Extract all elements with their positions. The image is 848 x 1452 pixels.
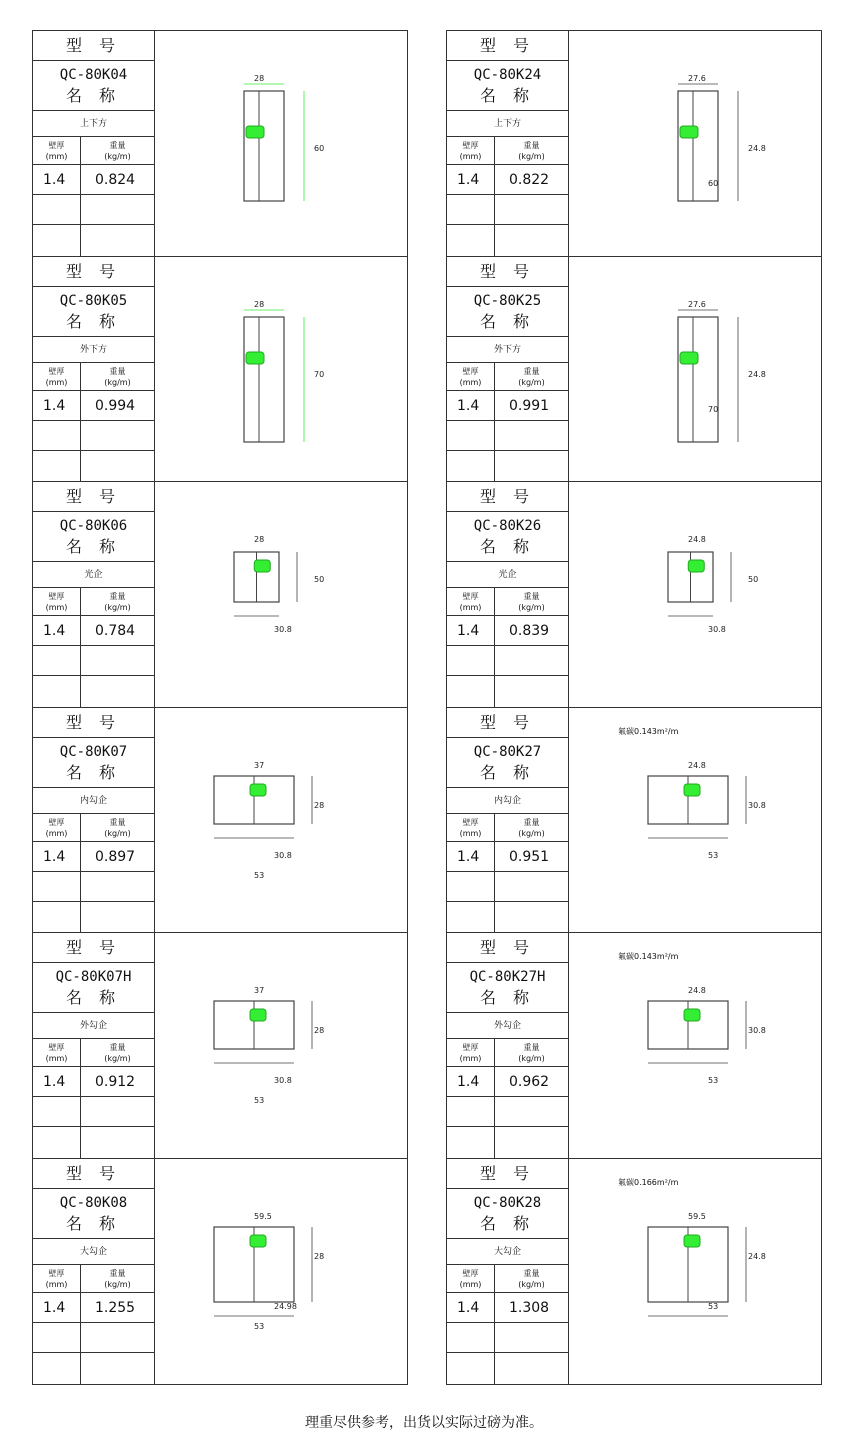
value-row: [33, 1293, 154, 1323]
empty-row: [447, 646, 568, 676]
dimension-label: 30.8: [748, 1026, 766, 1035]
profile-section-drawing: [154, 1159, 408, 1384]
column-divider: [494, 1039, 495, 1158]
header-row: [447, 1265, 568, 1293]
profile-card-qc-80k27h: [447, 933, 821, 1159]
profile-outline: [244, 317, 284, 442]
dimension-label: 28: [254, 535, 265, 544]
profile-name: 内勾企: [447, 788, 568, 814]
gasket-strip: [680, 126, 698, 138]
profile-section-drawing: [154, 482, 408, 707]
name-label: 名 称: [33, 1213, 154, 1239]
column-divider: [80, 814, 81, 933]
value-row: [447, 1293, 568, 1323]
dimension-label: 28: [254, 299, 265, 309]
model-code: QC-80K26: [473, 518, 542, 534]
model-label: 型 号: [447, 933, 568, 963]
profile-card-qc-80k04: [33, 31, 407, 257]
empty-row: [33, 646, 154, 676]
name-label: 名 称: [33, 311, 154, 337]
model-label: 型 号: [447, 31, 568, 61]
header-row: [33, 1039, 154, 1067]
profile-info-table: [33, 1159, 155, 1385]
profile-drawing: [568, 933, 821, 1158]
value-row: [447, 391, 568, 421]
empty-row: [33, 1127, 154, 1158]
thickness-header: 壁厚 (mm): [459, 366, 482, 387]
dimension-label: 60: [708, 179, 719, 188]
empty-row: [33, 225, 154, 256]
thickness-value: 1.4: [457, 397, 480, 414]
model-code: QC-80K06: [59, 518, 128, 534]
profile-card-qc-80k07: [33, 708, 407, 934]
profile-card-qc-80k06: [33, 482, 407, 708]
profile-card-qc-80k24: [447, 31, 821, 257]
dimension-label: 53: [254, 1321, 265, 1331]
thickness-header: 壁厚 (mm): [45, 817, 68, 838]
weight-value: 0.824: [95, 172, 136, 188]
model-code: QC-80K28: [473, 1194, 542, 1211]
dimension-label: 53: [708, 850, 719, 860]
empty-row: [33, 451, 154, 482]
empty-row: [447, 1097, 568, 1127]
thickness-header: 壁厚 (mm): [459, 141, 482, 161]
profile-card-qc-80k26: [447, 482, 821, 708]
thickness-header: 壁厚 (mm): [45, 366, 68, 387]
profile-drawing: [568, 708, 821, 933]
dimension-label: 70: [708, 404, 719, 414]
value-row: [447, 616, 568, 646]
gasket-strip: [684, 1009, 700, 1021]
empty-row: [33, 1353, 154, 1384]
model-label: 型 号: [447, 257, 568, 287]
profile-name: 大勾企: [33, 1239, 154, 1265]
profile-card-qc-80k28: [447, 1159, 821, 1385]
weight-value: 0.897: [95, 848, 136, 865]
profile-info-table: [447, 1159, 569, 1385]
right-column: [446, 30, 822, 1385]
column-divider: [494, 363, 495, 482]
weight-header: 重量 (kg/m): [518, 366, 545, 387]
name-label: 名 称: [447, 762, 568, 788]
model-label: 型 号: [33, 482, 154, 512]
profile-info-table: [447, 482, 569, 707]
name-label: 名 称: [33, 536, 154, 562]
thickness-header: 壁厚 (mm): [45, 141, 68, 161]
dimension-label: 24.98: [274, 1301, 297, 1311]
header-row: [447, 1039, 568, 1067]
profile-section-drawing: [568, 1159, 822, 1384]
profile-drawing: [568, 31, 821, 256]
profile-info-table: [33, 257, 155, 482]
dimension-label: 53: [254, 1096, 265, 1105]
weight-header: 重量 (kg/m): [104, 141, 131, 161]
gasket-strip: [684, 784, 700, 796]
dimension-label: 30.8: [274, 850, 292, 860]
header-row: [33, 814, 154, 842]
weight-header: 重量 (kg/m): [104, 1268, 131, 1289]
gasket-strip: [254, 560, 270, 572]
profile-card-qc-80k07h: [33, 933, 407, 1159]
model-label: 型 号: [33, 1159, 154, 1189]
empty-row: [33, 872, 154, 902]
profile-info-table: [33, 482, 155, 707]
thickness-value: 1.4: [43, 1074, 66, 1090]
profile-info-table: [447, 933, 569, 1158]
empty-row: [447, 902, 568, 933]
thickness-value: 1.4: [43, 1299, 66, 1316]
column-divider: [494, 814, 495, 933]
weight-header: 重量 (kg/m): [518, 592, 545, 612]
model-label: 型 号: [447, 482, 568, 512]
thickness-header: 壁厚 (mm): [459, 817, 482, 838]
header-row: [33, 137, 154, 165]
footer-note: 理重尽供参考，出货以实际过磅为准。: [305, 1415, 543, 1431]
profile-drawing: [568, 257, 821, 482]
profile-section-drawing: [154, 933, 408, 1158]
empty-row: [447, 421, 568, 451]
gasket-strip: [246, 352, 264, 364]
weight-header: 重量 (kg/m): [518, 1043, 545, 1063]
profile-card-qc-80k05: [33, 257, 407, 483]
header-row: [447, 588, 568, 616]
empty-row: [33, 1323, 154, 1353]
header-row: [33, 363, 154, 391]
dimension-label: 59.5: [254, 1211, 272, 1221]
name-label: 名 称: [447, 536, 568, 562]
name-label: 名 称: [447, 987, 568, 1013]
dimension-label: 50: [314, 575, 325, 584]
model-label: 型 号: [33, 708, 154, 738]
coating-note: 氟碳0.143m²/m: [618, 952, 679, 961]
dimension-label: 30.8: [274, 625, 292, 634]
weight-header: 重量 (kg/m): [104, 1043, 131, 1063]
value-row: [33, 165, 154, 195]
dimension-label: 27.6: [688, 299, 706, 309]
dimension-label: 28: [314, 800, 325, 810]
thickness-header: 壁厚 (mm): [45, 592, 68, 612]
weight-value: 0.912: [95, 1074, 136, 1090]
gasket-strip: [250, 1235, 266, 1247]
dimension-label: 28: [314, 1251, 325, 1261]
dimension-label: 50: [748, 575, 759, 584]
profile-info-table: [33, 708, 155, 933]
model-label: 型 号: [33, 31, 154, 61]
thickness-header: 壁厚 (mm): [459, 1043, 482, 1063]
thickness-header: 壁厚 (mm): [45, 1043, 68, 1063]
gasket-strip: [684, 1235, 700, 1247]
profile-section-drawing: [154, 257, 408, 482]
profile-section-drawing: [568, 482, 822, 707]
profile-info-table: [33, 31, 155, 256]
profile-name: 上下方: [447, 111, 568, 137]
dimension-label: 60: [314, 144, 325, 153]
empty-row: [447, 1323, 568, 1353]
weight-value: 0.991: [509, 397, 550, 414]
column-divider: [80, 137, 81, 256]
model-code: QC-80K27: [473, 743, 542, 760]
thickness-value: 1.4: [457, 1074, 480, 1090]
model-label: 型 号: [447, 708, 568, 738]
header-row: [33, 588, 154, 616]
profile-name: 上下方: [33, 111, 154, 137]
header-row: [447, 137, 568, 165]
model-code: QC-80K08: [59, 1194, 128, 1211]
column-divider: [494, 588, 495, 707]
weight-value: 0.822: [509, 172, 550, 188]
profile-outline: [244, 91, 284, 201]
profile-info-table: [447, 257, 569, 482]
column-divider: [80, 363, 81, 482]
profile-name: 外勾企: [33, 1013, 154, 1039]
weight-value: 0.994: [95, 397, 136, 414]
profile-drawing: [154, 482, 407, 707]
dimension-label: 30.8: [708, 625, 726, 634]
profile-drawing: [154, 933, 407, 1158]
thickness-value: 1.4: [457, 848, 480, 865]
gasket-strip: [688, 560, 704, 572]
profile-name: 光企: [447, 562, 568, 588]
profile-name: 外下方: [447, 337, 568, 363]
empty-row: [447, 676, 568, 707]
thickness-header: 壁厚 (mm): [459, 592, 482, 612]
profile-card-qc-80k08: [33, 1159, 407, 1385]
name-label: 名 称: [33, 85, 154, 111]
profile-name: 外下方: [33, 337, 154, 363]
value-row: [33, 1067, 154, 1097]
thickness-value: 1.4: [457, 172, 480, 188]
weight-header: 重量 (kg/m): [518, 1268, 545, 1289]
dimension-label: 53: [708, 1076, 719, 1085]
profile-section-drawing: [568, 933, 822, 1158]
empty-row: [33, 676, 154, 707]
name-label: 名 称: [33, 987, 154, 1013]
dimension-label: 70: [314, 369, 325, 379]
weight-header: 重量 (kg/m): [104, 817, 131, 838]
thickness-value: 1.4: [43, 848, 66, 865]
gasket-strip: [680, 352, 698, 364]
column-divider: [80, 588, 81, 707]
profile-drawing: [154, 708, 407, 933]
empty-row: [33, 195, 154, 225]
empty-row: [447, 451, 568, 482]
profile-info-table: [33, 933, 155, 1158]
dimension-label: 28: [254, 74, 265, 83]
value-row: [33, 842, 154, 872]
name-label: 名 称: [33, 762, 154, 788]
model-code: QC-80K05: [59, 292, 128, 309]
weight-value: 0.784: [95, 623, 136, 639]
profile-outline: [678, 317, 718, 442]
gasket-strip: [250, 784, 266, 796]
profile-drawing: [568, 482, 821, 707]
name-label: 名 称: [447, 1213, 568, 1239]
dimension-label: 37: [254, 986, 265, 995]
dimension-label: 59.5: [688, 1211, 706, 1221]
thickness-header: 壁厚 (mm): [459, 1268, 482, 1289]
profile-info-table: [447, 31, 569, 256]
model-code: QC-80K25: [473, 292, 542, 309]
model-code: QC-80K04: [59, 67, 128, 83]
empty-row: [447, 195, 568, 225]
thickness-value: 1.4: [457, 623, 480, 639]
header-row: [447, 814, 568, 842]
profile-drawing: [154, 257, 407, 482]
name-label: 名 称: [447, 311, 568, 337]
empty-row: [447, 1127, 568, 1158]
dimension-label: 53: [254, 870, 265, 880]
left-column: [32, 30, 408, 1385]
profile-drawing: [154, 1159, 407, 1385]
gasket-strip: [250, 1009, 266, 1021]
dimension-label: 27.6: [688, 74, 706, 83]
model-code: QC-80K24: [473, 67, 542, 83]
weight-header: 重量 (kg/m): [104, 592, 131, 612]
column-divider: [80, 1039, 81, 1158]
empty-row: [447, 1353, 568, 1384]
weight-value: 1.308: [509, 1299, 550, 1316]
dimension-label: 24.8: [748, 1251, 766, 1261]
empty-row: [33, 902, 154, 933]
weight-value: 0.962: [509, 1074, 550, 1090]
dimension-label: 24.8: [748, 369, 766, 379]
header-row: [33, 1265, 154, 1293]
profile-name: 外勾企: [447, 1013, 568, 1039]
dimension-label: 24.8: [688, 986, 706, 995]
value-row: [447, 1067, 568, 1097]
thickness-header: 壁厚 (mm): [45, 1268, 68, 1289]
profile-name: 大勾企: [447, 1239, 568, 1265]
coating-note: 氟碳0.166m²/m: [618, 1177, 679, 1187]
empty-row: [33, 1097, 154, 1127]
thickness-value: 1.4: [457, 1299, 480, 1316]
model-code: QC-80K27H: [469, 969, 546, 985]
value-row: [447, 165, 568, 195]
weight-value: 1.255: [95, 1299, 136, 1316]
coating-note: 氟碳0.143m²/m: [618, 726, 679, 736]
empty-row: [33, 421, 154, 451]
profile-drawing: [154, 31, 407, 256]
dimension-label: 24.8: [688, 760, 706, 770]
thickness-value: 1.4: [43, 397, 66, 414]
dimension-label: 24.8: [688, 535, 706, 544]
value-row: [33, 616, 154, 646]
profile-name: 光企: [33, 562, 154, 588]
name-label: 名 称: [447, 85, 568, 111]
value-row: [447, 842, 568, 872]
model-code: QC-80K07H: [55, 969, 132, 985]
profile-section-drawing: [568, 31, 822, 256]
profile-section-drawing: [154, 31, 408, 256]
model-label: 型 号: [447, 1159, 568, 1189]
profile-section-drawing: [568, 257, 822, 482]
header-row: [447, 363, 568, 391]
weight-header: 重量 (kg/m): [518, 141, 545, 161]
profile-section-drawing: [154, 708, 408, 933]
column-divider: [494, 137, 495, 256]
dimension-label: 37: [254, 760, 265, 770]
dimension-label: 30.8: [274, 1076, 292, 1085]
profile-card-qc-80k27: [447, 708, 821, 934]
weight-header: 重量 (kg/m): [104, 366, 131, 387]
profile-drawing: [568, 1159, 821, 1385]
thickness-value: 1.4: [43, 623, 66, 639]
gasket-strip: [246, 126, 264, 138]
weight-value: 0.839: [509, 623, 550, 639]
model-code: QC-80K07: [59, 743, 128, 760]
model-label: 型 号: [33, 257, 154, 287]
column-divider: [494, 1265, 495, 1384]
dimension-label: 30.8: [748, 800, 766, 810]
empty-row: [447, 225, 568, 256]
profile-info-table: [447, 708, 569, 933]
dimension-label: 28: [314, 1026, 325, 1035]
weight-header: 重量 (kg/m): [518, 817, 545, 838]
model-label: 型 号: [33, 933, 154, 963]
profile-name: 内勾企: [33, 788, 154, 814]
thickness-value: 1.4: [43, 172, 66, 188]
weight-value: 0.951: [509, 848, 550, 865]
dimension-label: 24.8: [748, 144, 766, 153]
profile-section-drawing: [568, 708, 822, 933]
column-divider: [80, 1265, 81, 1384]
value-row: [33, 391, 154, 421]
profile-card-qc-80k25: [447, 257, 821, 483]
dimension-label: 53: [708, 1301, 719, 1311]
empty-row: [447, 872, 568, 902]
